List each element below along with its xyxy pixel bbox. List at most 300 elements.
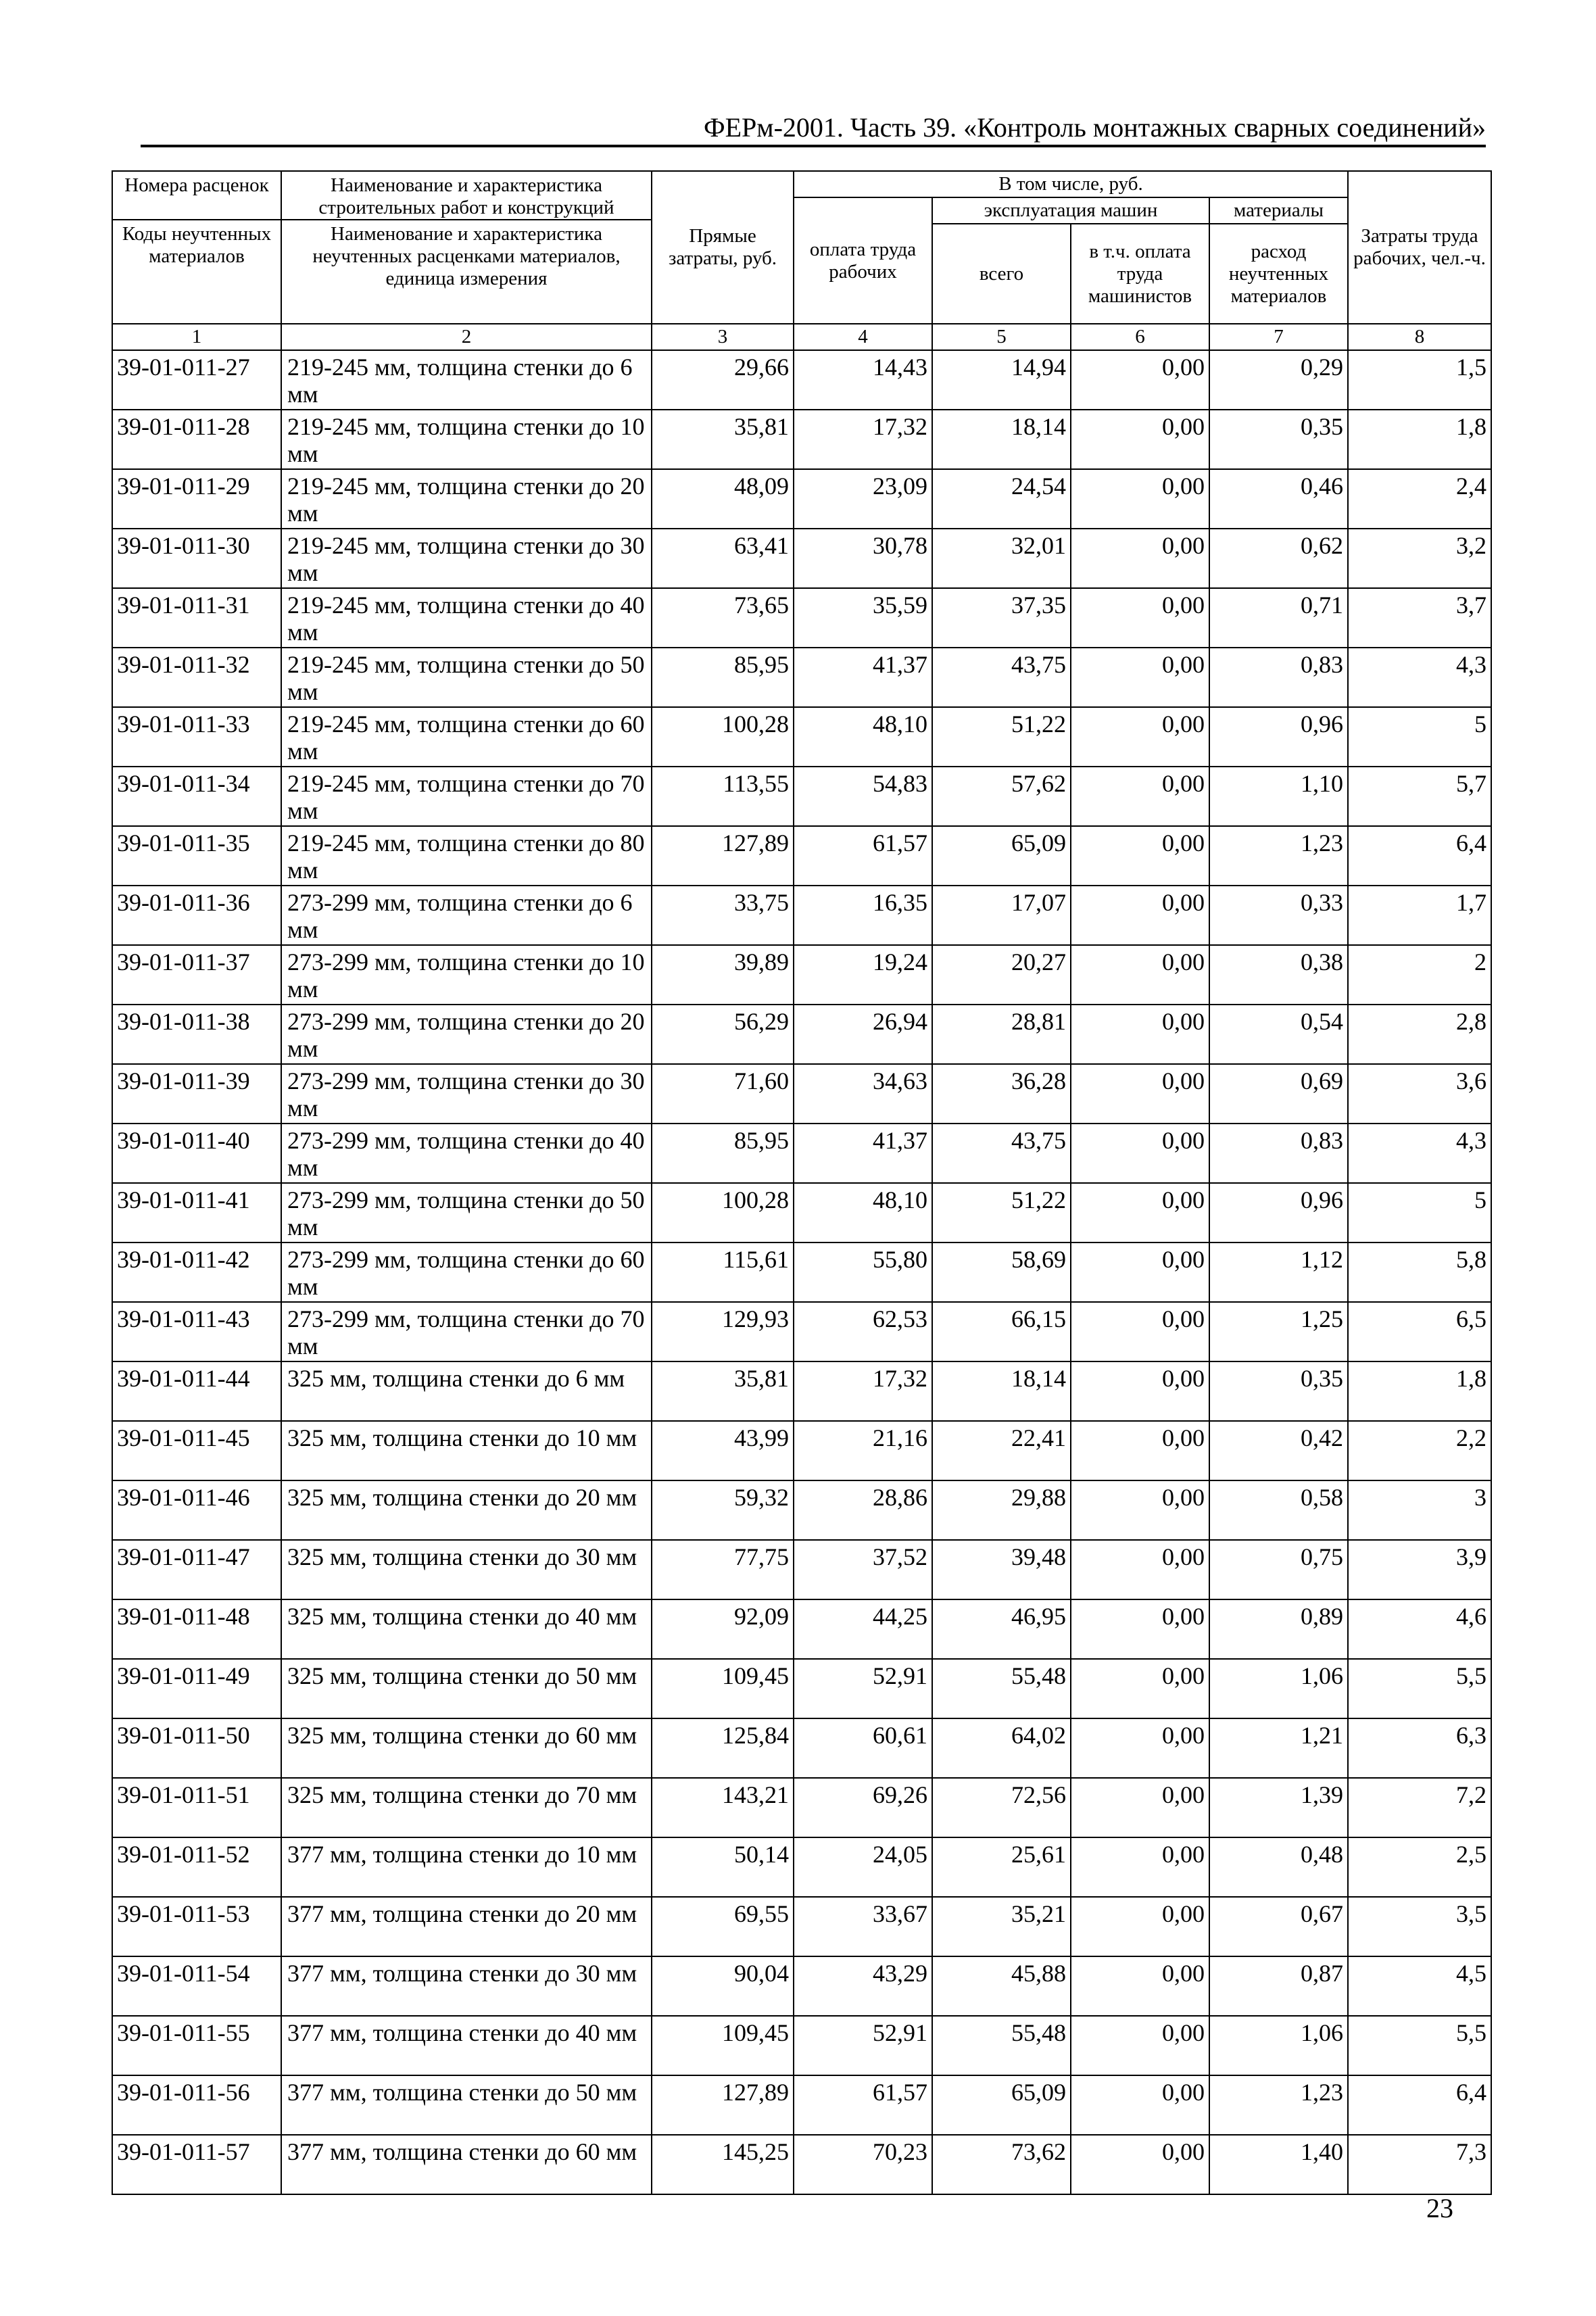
wages-cell: 61,57 (794, 826, 932, 886)
machine-wages-cell: 0,00 (1071, 1124, 1209, 1183)
machine-wages-cell: 0,00 (1071, 707, 1209, 767)
labor-cell: 3,9 (1348, 1540, 1491, 1599)
table-row (112, 2135, 1491, 2194)
materials-cell: 1,23 (1209, 2075, 1348, 2135)
machine-total-cell: 43,75 (932, 1124, 1071, 1183)
rate-code-cell: 39-01-011-44 (112, 1361, 281, 1421)
wages-cell: 48,10 (794, 1183, 932, 1243)
work-description-cell: 325 мм, толщина стенки до 50 мм (281, 1659, 652, 1718)
table-row (112, 1480, 1491, 1540)
direct-costs-cell: 129,93 (652, 1302, 794, 1361)
materials-cell: 0,54 (1209, 1005, 1348, 1064)
machine-total-cell: 17,07 (932, 886, 1071, 945)
work-description-cell: 219-245 мм, толщина стенки до 50 мм (281, 648, 652, 707)
materials-cell: 0,71 (1209, 588, 1348, 648)
machine-wages-cell: 0,00 (1071, 529, 1209, 588)
header-col-codes (112, 171, 281, 324)
labor-cell: 3,5 (1348, 1897, 1491, 1956)
machine-wages-cell: 0,00 (1071, 767, 1209, 826)
work-description-cell: 219-245 мм, толщина стенки до 70 мм (281, 767, 652, 826)
direct-costs-cell: 48,09 (652, 469, 794, 529)
work-description-cell: 219-245 мм, толщина стенки до 10 мм (281, 410, 652, 469)
work-description-cell: 273-299 мм, толщина стенки до 6 мм (281, 886, 652, 945)
header-direct-costs: Прямые затраты, руб. (652, 171, 794, 324)
direct-costs-cell: 39,89 (652, 945, 794, 1005)
direct-costs-cell: 35,81 (652, 1361, 794, 1421)
rate-code-cell: 39-01-011-37 (112, 945, 281, 1005)
header-materials-consumption: расход неучтенных материалов (1209, 224, 1348, 324)
machine-wages-cell: 0,00 (1071, 588, 1209, 648)
work-description-cell: 273-299 мм, толщина стенки до 60 мм (281, 1243, 652, 1302)
rate-code-cell: 39-01-011-56 (112, 2075, 281, 2135)
work-description-cell: 377 мм, толщина стенки до 30 мм (281, 1956, 652, 2016)
rate-code-cell: 39-01-011-31 (112, 588, 281, 648)
header-col-names (281, 171, 652, 324)
work-description-cell: 325 мм, толщина стенки до 10 мм (281, 1421, 652, 1480)
labor-cell: 6,5 (1348, 1302, 1491, 1361)
materials-cell: 0,29 (1209, 350, 1348, 410)
materials-cell: 0,35 (1209, 1361, 1348, 1421)
materials-cell: 0,35 (1209, 410, 1348, 469)
machine-wages-cell: 0,00 (1071, 1480, 1209, 1540)
direct-costs-cell: 143,21 (652, 1778, 794, 1837)
materials-cell: 1,06 (1209, 1659, 1348, 1718)
table-row (112, 648, 1491, 707)
labor-cell: 1,7 (1348, 886, 1491, 945)
wages-cell: 16,35 (794, 886, 932, 945)
wages-cell: 24,05 (794, 1837, 932, 1897)
machine-total-cell: 43,75 (932, 648, 1071, 707)
work-description-cell: 273-299 мм, толщина стенки до 70 мм (281, 1302, 652, 1361)
column-number: 3 (652, 324, 794, 350)
machine-wages-cell: 0,00 (1071, 826, 1209, 886)
direct-costs-cell: 115,61 (652, 1243, 794, 1302)
machine-wages-cell: 0,00 (1071, 1302, 1209, 1361)
machine-wages-cell: 0,00 (1071, 410, 1209, 469)
work-description-cell: 377 мм, толщина стенки до 20 мм (281, 1897, 652, 1956)
column-number: 5 (932, 324, 1071, 350)
header-materials: материалы (1209, 197, 1348, 224)
labor-cell: 5 (1348, 1183, 1491, 1243)
direct-costs-cell: 63,41 (652, 529, 794, 588)
table-row (112, 1302, 1491, 1361)
work-description-cell: 219-245 мм, толщина стенки до 30 мм (281, 529, 652, 588)
work-description-cell: 273-299 мм, толщина стенки до 10 мм (281, 945, 652, 1005)
rate-code-cell: 39-01-011-42 (112, 1243, 281, 1302)
wages-cell: 54,83 (794, 767, 932, 826)
column-number: 1 (112, 324, 281, 350)
rate-code-cell: 39-01-011-57 (112, 2135, 281, 2194)
direct-costs-cell: 100,28 (652, 707, 794, 767)
machine-wages-cell: 0,00 (1071, 1837, 1209, 1897)
materials-cell: 1,25 (1209, 1302, 1348, 1361)
machine-wages-cell: 0,00 (1071, 1659, 1209, 1718)
materials-cell: 1,39 (1209, 1778, 1348, 1837)
direct-costs-cell: 109,45 (652, 1659, 794, 1718)
rate-code-cell: 39-01-011-50 (112, 1718, 281, 1778)
labor-cell: 5,8 (1348, 1243, 1491, 1302)
materials-cell: 1,40 (1209, 2135, 1348, 2194)
rate-code-cell: 39-01-011-27 (112, 350, 281, 410)
materials-cell: 0,89 (1209, 1599, 1348, 1659)
table-row (112, 2075, 1491, 2135)
column-number: 6 (1071, 324, 1209, 350)
table-row (112, 1005, 1491, 1064)
wages-cell: 34,63 (794, 1064, 932, 1124)
machine-total-cell: 36,28 (932, 1064, 1071, 1124)
machine-wages-cell: 0,00 (1071, 1064, 1209, 1124)
direct-costs-cell: 113,55 (652, 767, 794, 826)
work-description-cell: 219-245 мм, толщина стенки до 40 мм (281, 588, 652, 648)
header-material-codes: Коды неучтенных материалов (122, 223, 272, 267)
table-row (112, 2016, 1491, 2075)
direct-costs-cell: 125,84 (652, 1718, 794, 1778)
wages-cell: 43,29 (794, 1956, 932, 2016)
work-description-cell: 377 мм, толщина стенки до 10 мм (281, 1837, 652, 1897)
table-row (112, 469, 1491, 529)
table-header (112, 171, 1491, 350)
machine-wages-cell: 0,00 (1071, 2016, 1209, 2075)
work-description-cell: 377 мм, толщина стенки до 50 мм (281, 2075, 652, 2135)
direct-costs-cell: 127,89 (652, 2075, 794, 2135)
wages-cell: 62,53 (794, 1302, 932, 1361)
materials-cell: 0,69 (1209, 1064, 1348, 1124)
labor-cell: 6,4 (1348, 2075, 1491, 2135)
table-row (112, 1778, 1491, 1837)
header-rate-numbers: Номера расценок (113, 172, 281, 220)
header-wages: оплата труда рабочих (794, 197, 932, 324)
machine-wages-cell: 0,00 (1071, 1421, 1209, 1480)
machine-wages-cell: 0,00 (1071, 1956, 1209, 2016)
table-row (112, 529, 1491, 588)
wages-cell: 19,24 (794, 945, 932, 1005)
machine-total-cell: 58,69 (932, 1243, 1071, 1302)
wages-cell: 26,94 (794, 1005, 932, 1064)
labor-cell: 5,5 (1348, 1659, 1491, 1718)
machine-wages-cell: 0,00 (1071, 1718, 1209, 1778)
wages-cell: 35,59 (794, 588, 932, 648)
machine-total-cell: 57,62 (932, 767, 1071, 826)
materials-cell: 0,58 (1209, 1480, 1348, 1540)
machine-total-cell: 55,48 (932, 2016, 1071, 2075)
rate-code-cell: 39-01-011-36 (112, 886, 281, 945)
wages-cell: 69,26 (794, 1778, 932, 1837)
table-row (112, 826, 1491, 886)
rate-code-cell: 39-01-011-38 (112, 1005, 281, 1064)
machine-total-cell: 51,22 (932, 707, 1071, 767)
wages-cell: 17,32 (794, 1361, 932, 1421)
materials-cell: 0,96 (1209, 1183, 1348, 1243)
materials-cell: 0,83 (1209, 648, 1348, 707)
materials-cell: 0,96 (1209, 707, 1348, 767)
machine-wages-cell: 0,00 (1071, 886, 1209, 945)
direct-costs-cell: 109,45 (652, 2016, 794, 2075)
direct-costs-cell: 92,09 (652, 1599, 794, 1659)
wages-cell: 44,25 (794, 1599, 932, 1659)
wages-cell: 61,57 (794, 2075, 932, 2135)
direct-costs-cell: 73,65 (652, 588, 794, 648)
work-description-cell: 273-299 мм, толщина стенки до 50 мм (281, 1183, 652, 1243)
machine-total-cell: 64,02 (932, 1718, 1071, 1778)
wages-cell: 30,78 (794, 529, 932, 588)
work-description-cell: 325 мм, толщина стенки до 20 мм (281, 1480, 652, 1540)
work-description-cell: 273-299 мм, толщина стенки до 20 мм (281, 1005, 652, 1064)
wages-cell: 33,67 (794, 1897, 932, 1956)
machine-total-cell: 55,48 (932, 1659, 1071, 1718)
rate-code-cell: 39-01-011-47 (112, 1540, 281, 1599)
column-numbers-row (112, 324, 1491, 350)
labor-cell: 2,4 (1348, 469, 1491, 529)
machine-total-cell: 39,48 (932, 1540, 1071, 1599)
labor-cell: 3,6 (1348, 1064, 1491, 1124)
direct-costs-cell: 29,66 (652, 350, 794, 410)
rate-code-cell: 39-01-011-55 (112, 2016, 281, 2075)
materials-cell: 0,87 (1209, 1956, 1348, 2016)
rate-code-cell: 39-01-011-45 (112, 1421, 281, 1480)
labor-cell: 5,7 (1348, 767, 1491, 826)
wages-cell: 28,86 (794, 1480, 932, 1540)
table-row (112, 1599, 1491, 1659)
machine-wages-cell: 0,00 (1071, 648, 1209, 707)
machine-total-cell: 20,27 (932, 945, 1071, 1005)
table-row (112, 886, 1491, 945)
rate-code-cell: 39-01-011-53 (112, 1897, 281, 1956)
direct-costs-cell: 77,75 (652, 1540, 794, 1599)
labor-cell: 5,5 (1348, 2016, 1491, 2075)
rate-code-cell: 39-01-011-48 (112, 1599, 281, 1659)
direct-costs-cell: 145,25 (652, 2135, 794, 2194)
table-row (112, 588, 1491, 648)
machine-total-cell: 35,21 (932, 1897, 1071, 1956)
rate-code-cell: 39-01-011-52 (112, 1837, 281, 1897)
header-divider (141, 145, 1486, 147)
materials-cell: 0,75 (1209, 1540, 1348, 1599)
page-number: 23 (1426, 2193, 1453, 2223)
table-row (112, 1064, 1491, 1124)
table-row (112, 1421, 1491, 1480)
work-description-cell: 377 мм, толщина стенки до 40 мм (281, 2016, 652, 2075)
machine-wages-cell: 0,00 (1071, 1243, 1209, 1302)
machine-wages-cell: 0,00 (1071, 1361, 1209, 1421)
header-labor-costs: Затраты труда рабочих, чел.-ч. (1348, 171, 1491, 324)
rate-code-cell: 39-01-011-54 (112, 1956, 281, 2016)
labor-cell: 4,3 (1348, 1124, 1491, 1183)
rate-code-cell: 39-01-011-43 (112, 1302, 281, 1361)
header-work-names: Наименование и характеристика строительных работ и конструкций (282, 172, 651, 220)
labor-cell: 6,3 (1348, 1718, 1491, 1778)
materials-cell: 0,83 (1209, 1124, 1348, 1183)
direct-costs-cell: 100,28 (652, 1183, 794, 1243)
wages-cell: 60,61 (794, 1718, 932, 1778)
machine-wages-cell: 0,00 (1071, 350, 1209, 410)
machine-total-cell: 51,22 (932, 1183, 1071, 1243)
rate-code-cell: 39-01-011-30 (112, 529, 281, 588)
column-number: 4 (794, 324, 932, 350)
table-row (112, 1897, 1491, 1956)
rate-code-cell: 39-01-011-35 (112, 826, 281, 886)
table-row (112, 1837, 1491, 1897)
work-description-cell: 325 мм, толщина стенки до 70 мм (281, 1778, 652, 1837)
work-description-cell: 325 мм, толщина стенки до 30 мм (281, 1540, 652, 1599)
machine-wages-cell: 0,00 (1071, 2135, 1209, 2194)
machine-wages-cell: 0,00 (1071, 1778, 1209, 1837)
materials-cell: 1,21 (1209, 1718, 1348, 1778)
work-description-cell: 219-245 мм, толщина стенки до 20 мм (281, 469, 652, 529)
work-description-cell: 325 мм, толщина стенки до 40 мм (281, 1599, 652, 1659)
table-row (112, 1540, 1491, 1599)
page-header-title: ФЕРм-2001. Часть 39. «Контроль монтажных сварных соединений» (704, 112, 1486, 143)
wages-cell: 23,09 (794, 469, 932, 529)
machine-wages-cell: 0,00 (1071, 1540, 1209, 1599)
wages-cell: 48,10 (794, 707, 932, 767)
labor-cell: 2,2 (1348, 1421, 1491, 1480)
materials-cell: 0,48 (1209, 1837, 1348, 1897)
table-row (112, 410, 1491, 469)
machine-total-cell: 73,62 (932, 2135, 1071, 2194)
direct-costs-cell: 127,89 (652, 826, 794, 886)
labor-cell: 3 (1348, 1480, 1491, 1540)
labor-cell: 2,8 (1348, 1005, 1491, 1064)
machine-total-cell: 66,15 (932, 1302, 1071, 1361)
wages-cell: 14,43 (794, 350, 932, 410)
rate-code-cell: 39-01-011-40 (112, 1124, 281, 1183)
table-row (112, 1124, 1491, 1183)
labor-cell: 1,8 (1348, 1361, 1491, 1421)
work-description-cell: 273-299 мм, толщина стенки до 40 мм (281, 1124, 652, 1183)
work-description-cell: 377 мм, толщина стенки до 60 мм (281, 2135, 652, 2194)
header-material-names: Наименование и характеристика неучтенных расценками материалов, единица измерения (312, 223, 621, 289)
machine-wages-cell: 0,00 (1071, 1599, 1209, 1659)
table-row (112, 350, 1491, 410)
work-description-cell: 219-245 мм, толщина стенки до 60 мм (281, 707, 652, 767)
labor-cell: 7,3 (1348, 2135, 1491, 2194)
machine-total-cell: 25,61 (932, 1837, 1071, 1897)
wages-cell: 21,16 (794, 1421, 932, 1480)
direct-costs-cell: 50,14 (652, 1837, 794, 1897)
materials-cell: 1,06 (1209, 2016, 1348, 2075)
machine-total-cell: 46,95 (932, 1599, 1071, 1659)
rate-code-cell: 39-01-011-34 (112, 767, 281, 826)
labor-cell: 2,5 (1348, 1837, 1491, 1897)
table-body (112, 350, 1491, 2194)
wages-cell: 52,91 (794, 2016, 932, 2075)
column-number: 2 (281, 324, 652, 350)
table-row (112, 945, 1491, 1005)
direct-costs-cell: 85,95 (652, 648, 794, 707)
labor-cell: 5 (1348, 707, 1491, 767)
column-number: 7 (1209, 324, 1348, 350)
work-description-cell: 219-245 мм, толщина стенки до 80 мм (281, 826, 652, 886)
machine-total-cell: 29,88 (932, 1480, 1071, 1540)
machine-wages-cell: 0,00 (1071, 469, 1209, 529)
labor-cell: 3,7 (1348, 588, 1491, 648)
materials-cell: 0,46 (1209, 469, 1348, 529)
machine-wages-cell: 0,00 (1071, 1183, 1209, 1243)
labor-cell: 1,5 (1348, 350, 1491, 410)
direct-costs-cell: 59,32 (652, 1480, 794, 1540)
machine-total-cell: 32,01 (932, 529, 1071, 588)
machine-wages-cell: 0,00 (1071, 1005, 1209, 1064)
work-description-cell: 273-299 мм, толщина стенки до 30 мм (281, 1064, 652, 1124)
direct-costs-cell: 56,29 (652, 1005, 794, 1064)
machine-total-cell: 18,14 (932, 1361, 1071, 1421)
machine-wages-cell: 0,00 (1071, 1897, 1209, 1956)
rate-code-cell: 39-01-011-51 (112, 1778, 281, 1837)
wages-cell: 55,80 (794, 1243, 932, 1302)
labor-cell: 2 (1348, 945, 1491, 1005)
header-machine-wages: в т.ч. оплата труда машинистов (1071, 224, 1209, 324)
labor-cell: 1,8 (1348, 410, 1491, 469)
materials-cell: 1,23 (1209, 826, 1348, 886)
direct-costs-cell: 85,95 (652, 1124, 794, 1183)
table-row (112, 767, 1491, 826)
table-row (112, 1659, 1491, 1718)
labor-cell: 7,2 (1348, 1778, 1491, 1837)
materials-cell: 0,33 (1209, 886, 1348, 945)
rate-code-cell: 39-01-011-46 (112, 1480, 281, 1540)
materials-cell: 0,42 (1209, 1421, 1348, 1480)
wages-cell: 17,32 (794, 410, 932, 469)
materials-cell: 1,12 (1209, 1243, 1348, 1302)
direct-costs-cell: 90,04 (652, 1956, 794, 2016)
table-row (112, 1361, 1491, 1421)
rate-code-cell: 39-01-011-33 (112, 707, 281, 767)
machine-total-cell: 22,41 (932, 1421, 1071, 1480)
table-row (112, 1718, 1491, 1778)
table-row (112, 1956, 1491, 2016)
machine-total-cell: 45,88 (932, 1956, 1071, 2016)
machine-total-cell: 14,94 (932, 350, 1071, 410)
labor-cell: 4,6 (1348, 1599, 1491, 1659)
wages-cell: 52,91 (794, 1659, 932, 1718)
machine-wages-cell: 0,00 (1071, 945, 1209, 1005)
work-description-cell: 219-245 мм, толщина стенки до 6 мм (281, 350, 652, 410)
rate-code-cell: 39-01-011-32 (112, 648, 281, 707)
rate-code-cell: 39-01-011-28 (112, 410, 281, 469)
machine-total-cell: 37,35 (932, 588, 1071, 648)
wages-cell: 41,37 (794, 648, 932, 707)
rate-code-cell: 39-01-011-39 (112, 1064, 281, 1124)
work-description-cell: 325 мм, толщина стенки до 60 мм (281, 1718, 652, 1778)
materials-cell: 0,38 (1209, 945, 1348, 1005)
materials-cell: 0,62 (1209, 529, 1348, 588)
labor-cell: 3,2 (1348, 529, 1491, 588)
machine-total-cell: 72,56 (932, 1778, 1071, 1837)
header-machine-total: всего (932, 224, 1071, 324)
machine-total-cell: 28,81 (932, 1005, 1071, 1064)
machine-total-cell: 24,54 (932, 469, 1071, 529)
machine-total-cell: 65,09 (932, 2075, 1071, 2135)
direct-costs-cell: 71,60 (652, 1064, 794, 1124)
direct-costs-cell: 43,99 (652, 1421, 794, 1480)
column-number: 8 (1348, 324, 1491, 350)
table-row (112, 1243, 1491, 1302)
direct-costs-cell: 33,75 (652, 886, 794, 945)
labor-cell: 4,3 (1348, 648, 1491, 707)
table-row (112, 707, 1491, 767)
wages-cell: 37,52 (794, 1540, 932, 1599)
rate-code-cell: 39-01-011-49 (112, 1659, 281, 1718)
header-machine-operation: эксплуатация машин (932, 197, 1209, 224)
direct-costs-cell: 35,81 (652, 410, 794, 469)
wages-cell: 70,23 (794, 2135, 932, 2194)
rates-table (112, 170, 1492, 2195)
direct-costs-cell: 69,55 (652, 1897, 794, 1956)
rate-code-cell: 39-01-011-41 (112, 1183, 281, 1243)
machine-total-cell: 65,09 (932, 826, 1071, 886)
machine-total-cell: 18,14 (932, 410, 1071, 469)
rate-code-cell: 39-01-011-29 (112, 469, 281, 529)
